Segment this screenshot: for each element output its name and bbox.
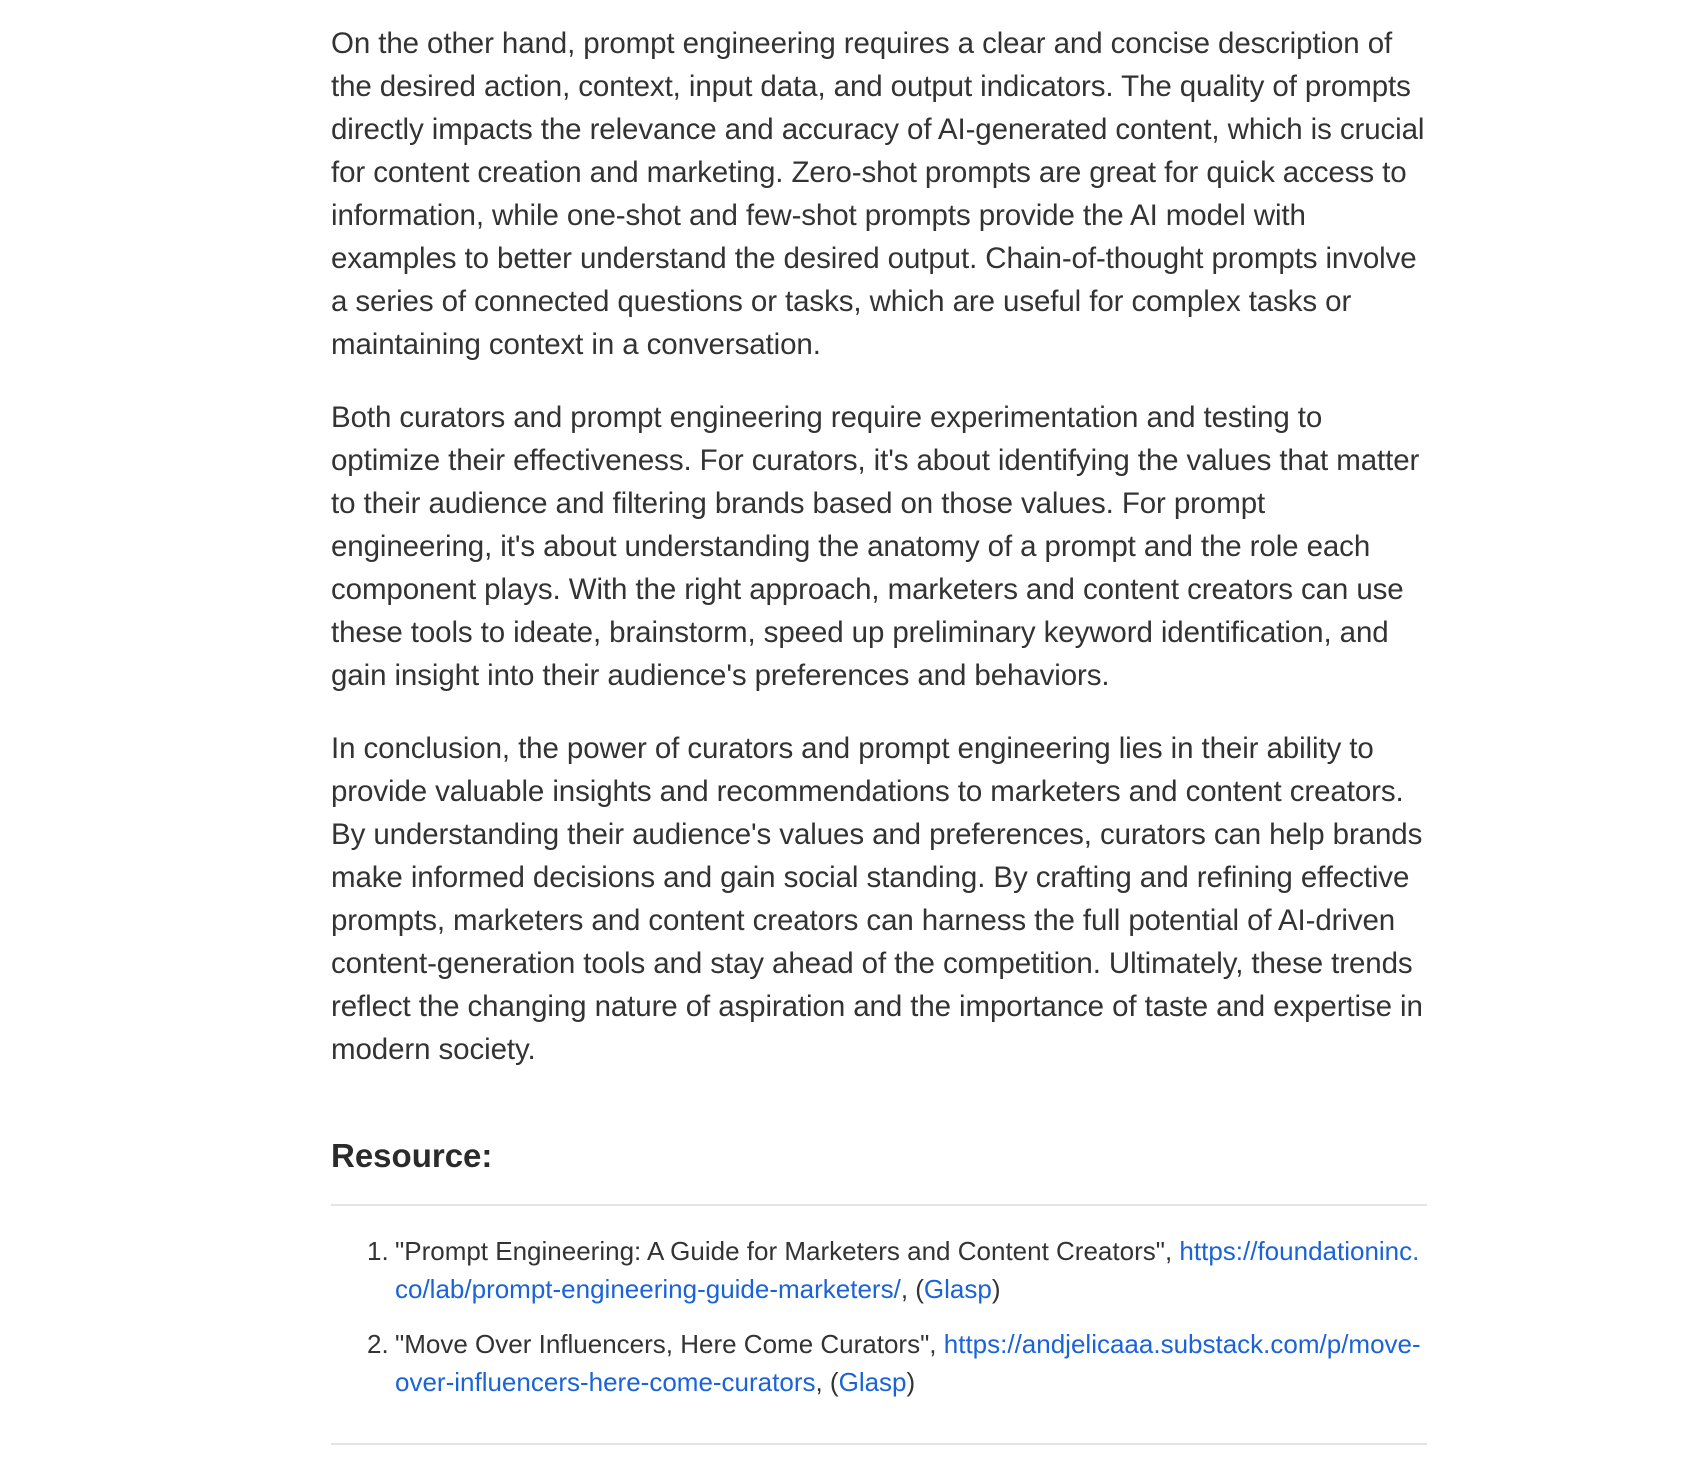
resource-item	[331, 1232, 1427, 1308]
resource-separator: , (	[815, 1367, 839, 1397]
resource-list	[331, 1232, 1427, 1418]
divider-bottom	[331, 1443, 1427, 1445]
resource-item-title: "Prompt Engineering: A Guide for Marketers and Content Creators",	[395, 1236, 1173, 1266]
resource-url-link[interactable]: https://andjelicaaa.substack.com/p/move-over-influencers-here-come-curators	[395, 1329, 1421, 1397]
resource-url-link[interactable]: https://foundationinc.co/lab/prompt-engineering-guide-marketers/	[395, 1236, 1420, 1304]
paragraph-conclusion: In conclusion, the power of curators and prompt engineering lies in their ability to provide valuable insights and recommendations to marketers and content creators. By understanding their audience's values and preferences, curators can help brands make informed decisions and gain social standing. By crafting and refining effective prompts, marketers and content creators can harness the full potential of AI-driven content-generation tools and stay ahead of the competition. Ultimately, these trends reflect the changing nature of aspiration and the importance of taste and expertise in modern society.	[331, 732, 1423, 1066]
resource-item-title: "Move Over Influencers, Here Come Curators",	[395, 1329, 937, 1359]
resource-heading: Resource:	[331, 1137, 493, 1174]
article-body	[331, 22, 1431, 1071]
paragraph-experimentation: Both curators and prompt engineering require experimentation and testing to optimize their effectiveness. For curators, it's about identifying the values that matter to their audience and filtering brands based on those values. For prompt engineering, it's about understanding the anatomy of a prompt and the role each component plays. With the right approach, marketers and content creators can use these tools to ideate, brainstorm, speed up preliminary keyword identification, and gain insight into their audience's preferences and behaviors.	[331, 401, 1420, 692]
resource-close: )	[906, 1367, 916, 1397]
resource-item-number: 1.	[367, 1236, 389, 1266]
resource-item-number: 2.	[367, 1329, 389, 1359]
paragraph-prompt-engineering: On the other hand, prompt engineering requires a clear and concise description of the desired action, context, input data, and output indicators. The quality of prompts directly impacts the relevance and accuracy of AI-generated content, which is crucial for content creation and marketing. Zero-shot prompts are great for quick access to information, while one-shot and few-shot prompts provide the AI model with examples to better understand the desired output. Chain-of-thought prompts involve a series of connected questions or tasks, which are useful for complex tasks or maintaining context in a conversation.	[331, 27, 1425, 361]
resource-item	[331, 1325, 1427, 1401]
glasp-link[interactable]: Glasp	[838, 1367, 907, 1397]
glasp-link[interactable]: Glasp	[923, 1274, 992, 1304]
resource-close: )	[991, 1274, 1001, 1304]
resource-separator: , (	[900, 1274, 924, 1304]
divider-top	[331, 1204, 1427, 1206]
